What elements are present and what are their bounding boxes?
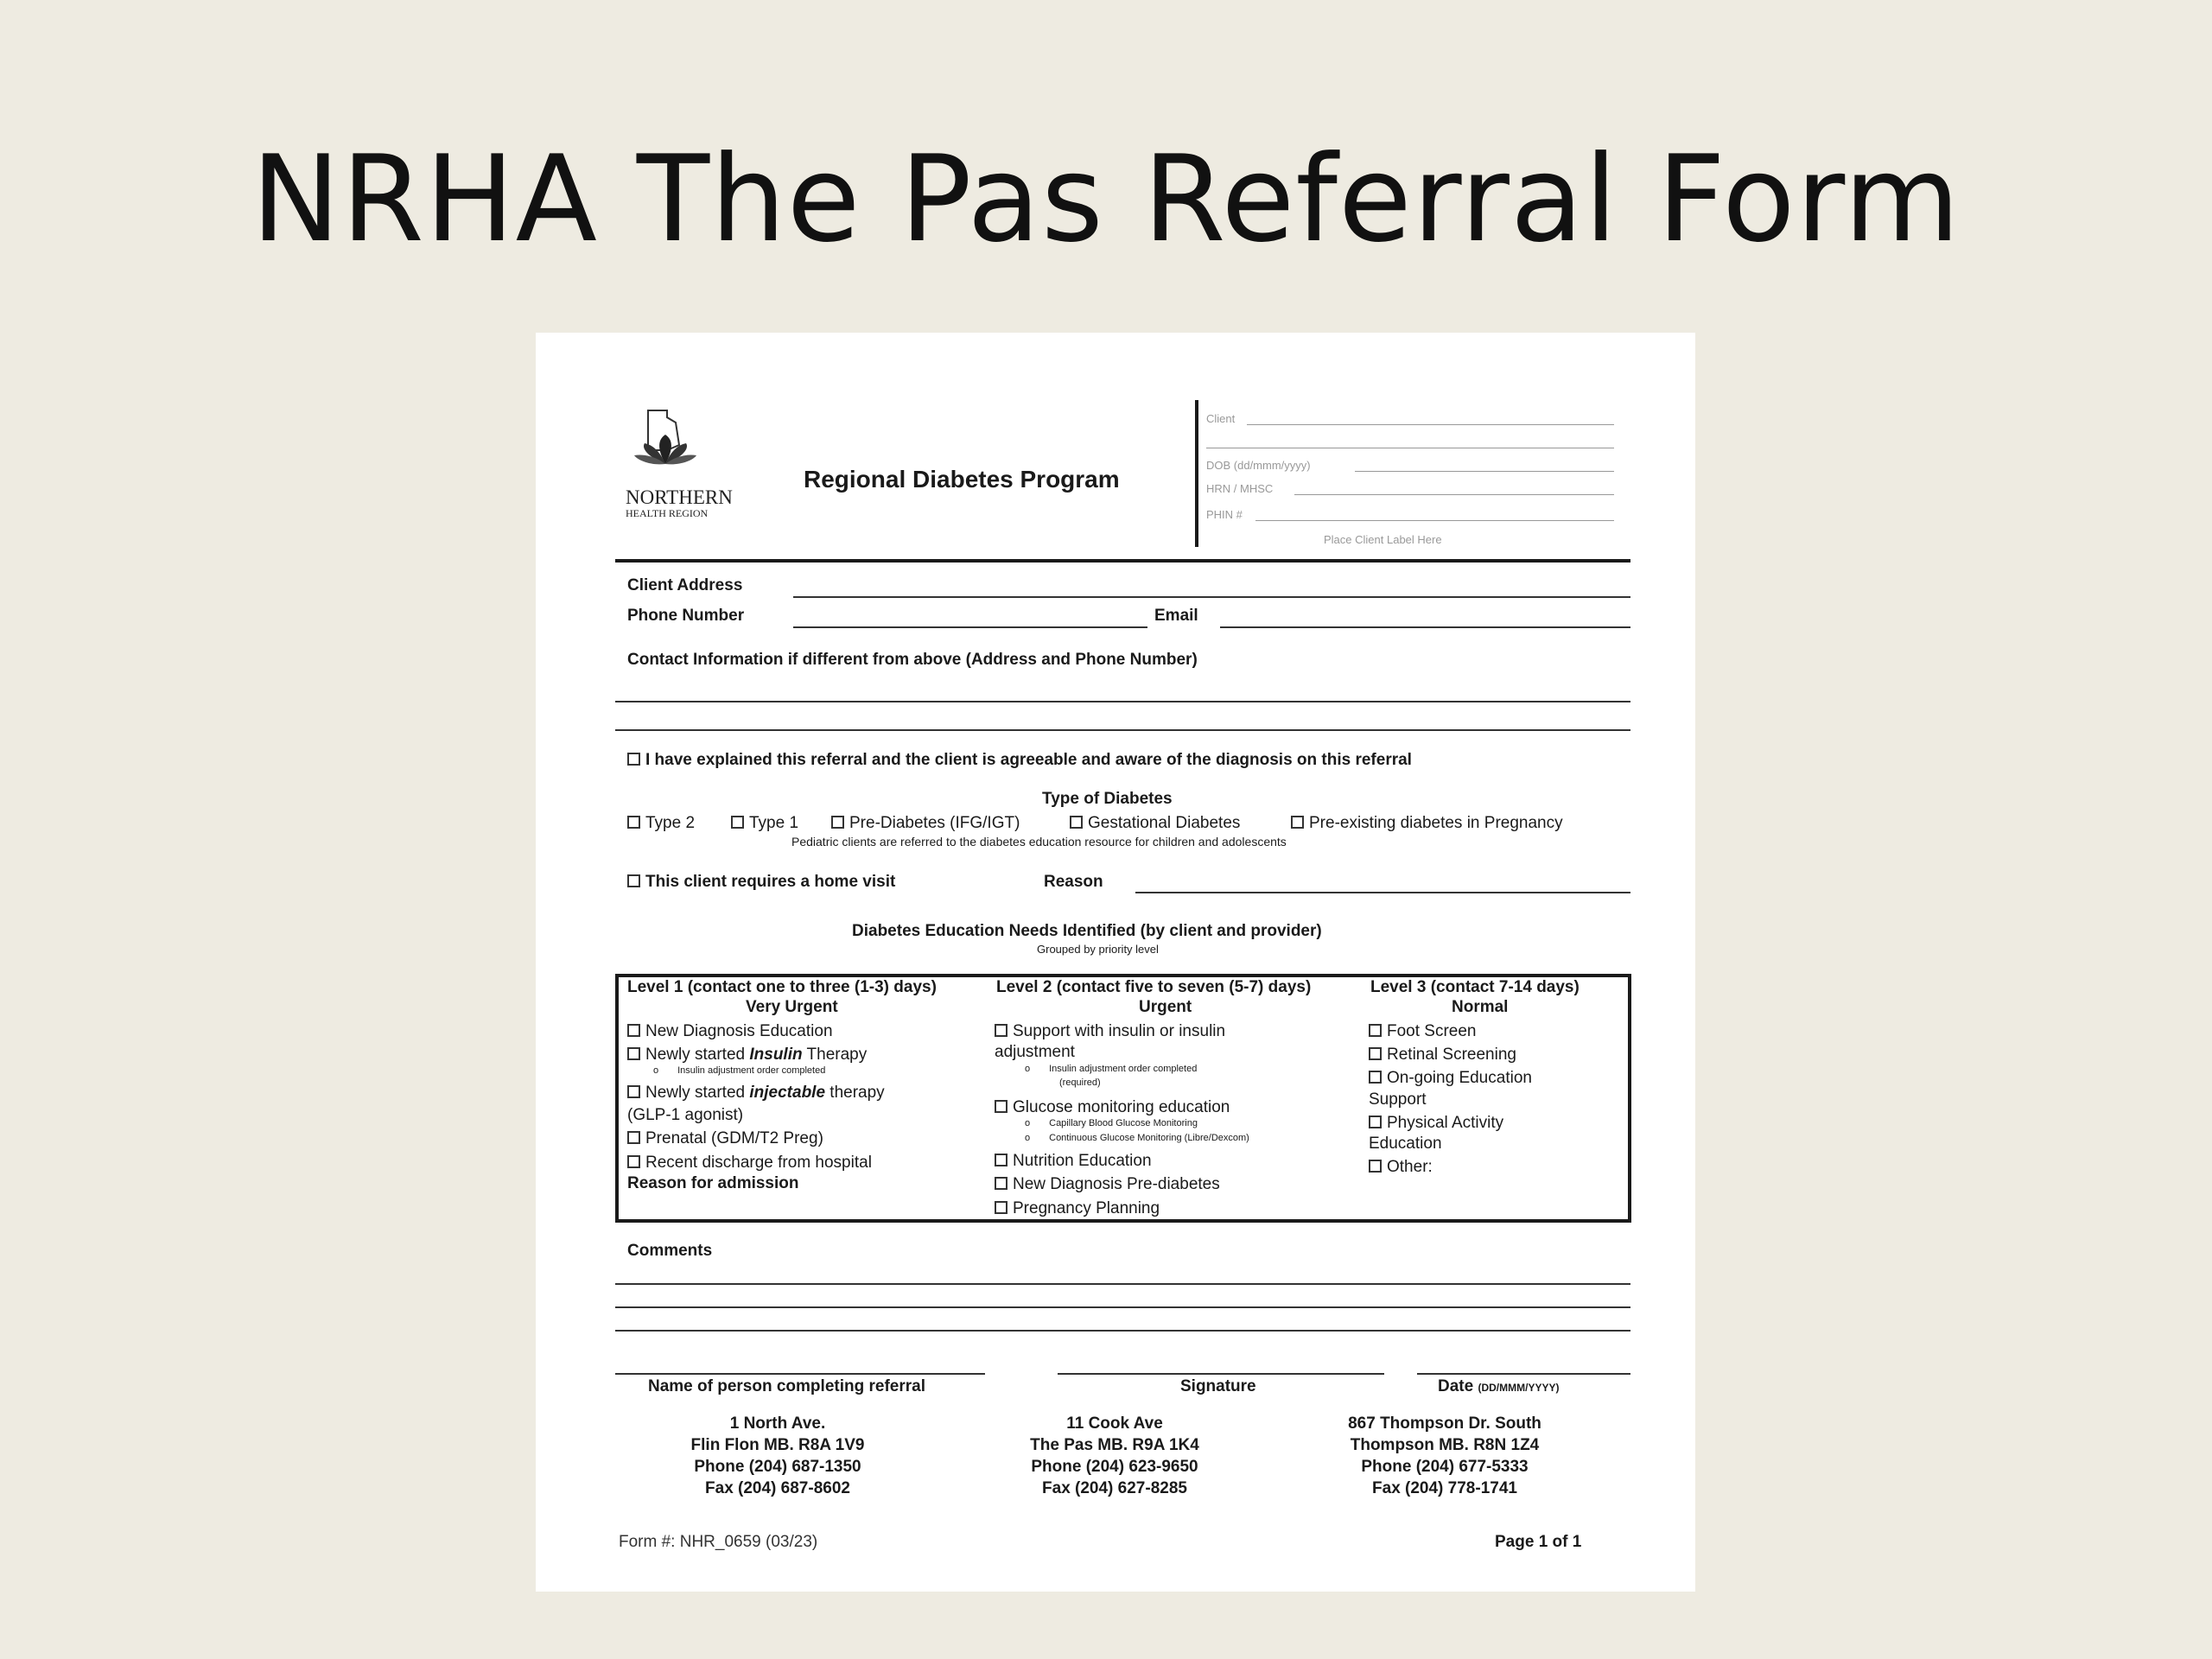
diabetes-type-option-type2: Type 2 xyxy=(627,814,695,833)
level1-prenatal-checkbox[interactable] xyxy=(627,1131,640,1144)
home-visit-checkbox[interactable] xyxy=(627,874,640,887)
email-label: Email xyxy=(1154,607,1198,625)
type1-checkbox[interactable] xyxy=(731,816,744,829)
diabetes-type-option-gestational: Gestational Diabetes xyxy=(1070,814,1240,833)
level2-priority: Urgent xyxy=(1139,998,1192,1016)
diabetes-type-option-type1: Type 1 xyxy=(731,814,798,833)
manitoba-flower-icon xyxy=(622,404,709,499)
needs-subheading: Grouped by priority level xyxy=(1037,943,1159,956)
form-number: Form #: NHR_0659 (03/23) xyxy=(619,1533,818,1551)
level1-item-insulin-sub: o Insulin adjustment order completed xyxy=(653,1065,826,1076)
level2-item-insulin-sub: o Insulin adjustment order completed xyxy=(1025,1064,1198,1074)
label-field-client: Client xyxy=(1206,412,1236,425)
signature-label: Signature xyxy=(1180,1377,1256,1395)
level3-item-ongoing-education: On-going Education xyxy=(1369,1069,1532,1088)
level2-item-insulin-support-line2: adjustment xyxy=(995,1043,1075,1061)
diabetes-type-heading: Type of Diabetes xyxy=(1042,790,1173,808)
office-flin-flon: 1 North Ave. Flin Flon MB. R8A 1V9 Phone (204) 687-1350 Fax (204) 687-8602 xyxy=(690,1414,865,1497)
pediatric-note: Pediatric clients are referred to the diabetes education resource for children and adolescents xyxy=(791,835,1287,849)
type2-checkbox[interactable] xyxy=(627,816,640,829)
level3-foot-screen-checkbox[interactable] xyxy=(1369,1024,1382,1037)
needs-heading: Diabetes Education Needs Identified (by client and provider) xyxy=(852,922,1322,940)
level2-item-prediabetes: New Diagnosis Pre-diabetes xyxy=(995,1175,1220,1194)
level3-title: Level 3 (contact 7-14 days) xyxy=(1370,978,1580,996)
home-visit-row: This client requires a home visit xyxy=(627,873,895,892)
header-divider xyxy=(615,559,1630,563)
name-of-person-label: Name of person completing referral xyxy=(648,1377,925,1395)
level3-item-ongoing-education-line2: Support xyxy=(1369,1090,1427,1109)
level2-item-glucose-sub1: o Capillary Blood Glucose Monitoring xyxy=(1025,1118,1198,1128)
level1-title: Level 1 (contact one to three (1-3) days) xyxy=(627,978,937,996)
level1-new-diagnosis-checkbox[interactable] xyxy=(627,1024,640,1037)
level3-item-physical-activity: Physical Activity xyxy=(1369,1114,1503,1133)
contact-info-label: Contact Information if different from above (Address and Phone Number) xyxy=(627,651,1198,669)
level3-priority: Normal xyxy=(1452,998,1509,1016)
label-box-divider xyxy=(1195,400,1198,547)
level2-prediabetes-checkbox[interactable] xyxy=(995,1177,1007,1190)
name-signature-line[interactable] xyxy=(615,1373,985,1375)
date-label: Date (DD/MMM/YYYY) xyxy=(1438,1377,1560,1395)
level3-ongoing-education-checkbox[interactable] xyxy=(1369,1071,1382,1084)
level1-priority: Very Urgent xyxy=(746,998,838,1016)
office-thompson: 867 Thompson Dr. South Thompson MB. R8N 1Z4 Phone (204) 677-5333 Fax (204) 778-1741 xyxy=(1348,1414,1541,1497)
contact-info-field-1[interactable] xyxy=(615,701,1630,702)
phone-number-field[interactable] xyxy=(793,626,1147,628)
level2-item-insulin-support: Support with insulin or insulin xyxy=(995,1022,1225,1041)
program-title: Regional Diabetes Program xyxy=(804,466,1120,493)
level2-insulin-support-checkbox[interactable] xyxy=(995,1024,1007,1037)
client-address-field[interactable] xyxy=(793,596,1630,598)
health-region-logo xyxy=(622,404,709,499)
level3-item-foot-screen: Foot Screen xyxy=(1369,1022,1477,1041)
level1-item-injectable-line2: (GLP-1 agonist) xyxy=(627,1106,744,1124)
label-field-hrn: HRN / MHSC xyxy=(1206,482,1274,495)
signature-line[interactable] xyxy=(1058,1373,1384,1375)
home-visit-reason-label: Reason xyxy=(1044,873,1103,891)
contact-info-field-2[interactable] xyxy=(615,729,1630,731)
referral-form-document xyxy=(536,333,1695,1592)
level3-physical-activity-checkbox[interactable] xyxy=(1369,1116,1382,1128)
level2-item-pregnancy-planning: Pregnancy Planning xyxy=(995,1199,1160,1218)
comments-field-2[interactable] xyxy=(615,1306,1630,1308)
comments-field-1[interactable] xyxy=(615,1283,1630,1285)
level2-item-glucose-sub2: o Continuous Glucose Monitoring (Libre/Dexcom) xyxy=(1025,1133,1249,1143)
prediabetes-checkbox[interactable] xyxy=(831,816,844,829)
consent-row xyxy=(627,751,1412,770)
level3-item-other: Other: xyxy=(1369,1158,1433,1177)
level1-item-insulin: Newly started Insulin Therapy xyxy=(627,1046,867,1065)
home-visit-reason-field[interactable] xyxy=(1135,892,1630,893)
level3-other-checkbox[interactable] xyxy=(1369,1160,1382,1173)
comments-field-3[interactable] xyxy=(615,1330,1630,1332)
level2-item-insulin-required: (required) xyxy=(1059,1077,1101,1088)
logo-text-health-region: HEALTH REGION xyxy=(626,507,709,519)
preexisting-checkbox[interactable] xyxy=(1291,816,1304,829)
level1-insulin-checkbox[interactable] xyxy=(627,1047,640,1060)
level1-item-discharge: Recent discharge from hospital xyxy=(627,1154,872,1173)
level3-item-retinal: Retinal Screening xyxy=(1369,1046,1516,1065)
level3-retinal-checkbox[interactable] xyxy=(1369,1047,1382,1060)
consent-checkbox[interactable] xyxy=(627,753,640,766)
comments-label: Comments xyxy=(627,1242,713,1260)
email-field[interactable] xyxy=(1220,626,1630,628)
date-signature-line[interactable] xyxy=(1417,1373,1630,1375)
gestational-checkbox[interactable] xyxy=(1070,816,1083,829)
level1-item-injectable: Newly started injectable therapy xyxy=(627,1084,885,1103)
page-number: Page 1 of 1 xyxy=(1495,1533,1582,1551)
label-field-hrn-line xyxy=(1294,494,1614,495)
level1-injectable-checkbox[interactable] xyxy=(627,1085,640,1098)
slide-title: NRHA The Pas Referral Form xyxy=(251,130,1961,269)
label-field-dob-line xyxy=(1355,471,1614,472)
level2-pregnancy-planning-checkbox[interactable] xyxy=(995,1201,1007,1214)
level2-glucose-monitoring-checkbox[interactable] xyxy=(995,1100,1007,1113)
diabetes-type-option-preexisting: Pre-existing diabetes in Pregnancy xyxy=(1291,814,1563,833)
office-the-pas: 11 Cook Ave The Pas MB. R9A 1K4 Phone (204) 623-9650 Fax (204) 627-8285 xyxy=(1030,1414,1199,1497)
label-field-client-line xyxy=(1247,424,1614,425)
level1-reason-for-admission: Reason for admission xyxy=(627,1174,799,1192)
consent-text: I have explained this referral and the client is agreeable and aware of the diagnosis on this referral xyxy=(645,751,1412,769)
diabetes-type-option-prediabetes: Pre-Diabetes (IFG/IGT) xyxy=(831,814,1020,833)
label-field-dob: DOB (dd/mmm/yyyy) xyxy=(1206,459,1311,472)
level1-item-new-diagnosis: New Diagnosis Education xyxy=(627,1022,833,1041)
logo-text-northern: NORTHERN xyxy=(626,486,733,508)
label-field-phin-line xyxy=(1255,520,1614,521)
level3-item-physical-activity-line2: Education xyxy=(1369,1135,1442,1153)
level1-item-prenatal: Prenatal (GDM/T2 Preg) xyxy=(627,1129,823,1148)
label-note: Place Client Label Here xyxy=(1324,533,1442,546)
level2-item-glucose-monitoring: Glucose monitoring education xyxy=(995,1098,1230,1117)
phone-number-label: Phone Number xyxy=(627,607,745,625)
level1-discharge-checkbox[interactable] xyxy=(627,1155,640,1168)
level2-title: Level 2 (contact five to seven (5-7) days) xyxy=(996,978,1312,996)
level2-item-nutrition: Nutrition Education xyxy=(995,1152,1152,1171)
client-address-label: Client Address xyxy=(627,576,743,594)
label-field-phin: PHIN # xyxy=(1206,508,1243,521)
level2-nutrition-checkbox[interactable] xyxy=(995,1154,1007,1166)
